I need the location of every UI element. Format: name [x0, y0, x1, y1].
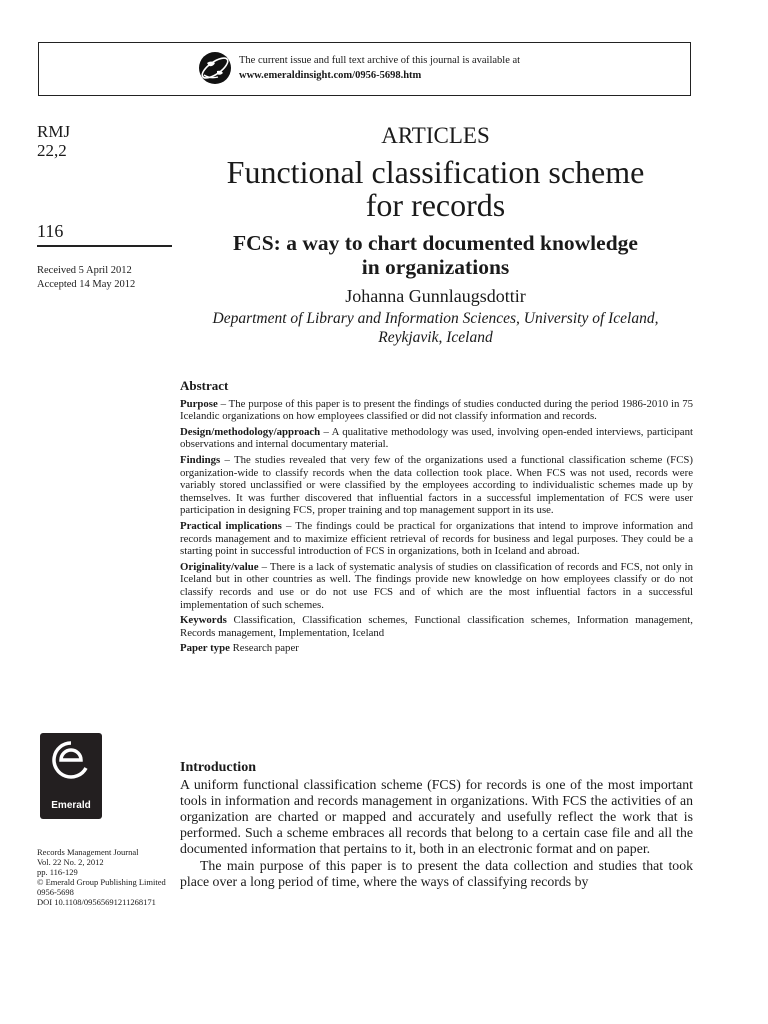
journal-info-line: Records Management Journal — [37, 847, 139, 857]
logo-label: Emerald — [51, 800, 91, 811]
keywords-label: Keywords — [180, 614, 227, 627]
accepted-date: Accepted 14 May 2012 — [37, 279, 136, 290]
keywords-text: Classification, Classification schemes, Functional classification schemes, Information management, Records management, Implementation, Iceland — [180, 614, 693, 639]
submission-dates — [37, 264, 135, 292]
originality-label: Originality/value — [180, 560, 259, 573]
journal-sidebar — [37, 122, 172, 160]
affiliation-line: Department of Library and Information Sciences, University of Iceland, — [212, 310, 659, 327]
paper-type-label: Paper type — [180, 642, 230, 655]
title-line: for records — [365, 187, 506, 223]
abstract-purpose — [180, 398, 693, 423]
journal-info-line: © Emerald Group Publishing Limited — [37, 877, 166, 887]
design-label: Design/methodology/approach — [180, 425, 321, 438]
sidebar-divider — [37, 245, 172, 247]
abstract-design — [180, 426, 693, 451]
journal-url-link[interactable]: www.emeraldinsight.com/0956-5698.htm — [239, 70, 422, 81]
findings-text: – The studies revealed that very few of the organizations used a functional classification scheme (FCS) organization-wide to classify records when the data collection took place. When FCS was not used, records were variably stored unclassified or were classified by the employees according to individualistic schemes made up by themselves. It was further discovered that influential factors in a successful implementation of FCS were user participation in designing FCS, proper training and top management support in its use. — [180, 453, 693, 517]
affiliation-line: Reykjavik, Iceland — [378, 329, 493, 346]
introduction-section — [180, 760, 693, 890]
abstract-heading: Abstract — [180, 378, 229, 393]
emerald-logo — [40, 733, 102, 819]
banner-line: The current issue and full text archive of this journal is available at — [239, 55, 521, 66]
paper-subtitle — [180, 231, 691, 279]
design-text: – A qualitative methodology was used, involving open-ended interviews, participant observations and internal documentary material. — [180, 425, 693, 451]
abstract-originality — [180, 561, 693, 611]
journal-info — [37, 847, 166, 907]
findings-label: Findings — [180, 453, 221, 466]
purpose-label: Purpose — [180, 397, 218, 410]
originality-text: – There is a lack of systematic analysis of studies on classification of records and FCS, not only in Iceland but in other countries as well. The findings provide new knowledge on how employees classify or do not classify records and use or do not use FCS and of which are the most influential factors in a successful implementation of such schemes. — [180, 560, 693, 611]
journal-info-line: pp. 116-129 — [37, 867, 78, 877]
paper-type-text: Research paper — [229, 642, 299, 655]
introduction-paragraph: The main purpose of this paper is to present the data collection and studies that took place over a long period of time, where the ways of classifying records by — [180, 857, 693, 889]
title-line: Functional classification scheme — [226, 154, 645, 190]
practical-text: – The findings could be practical for organizations that intend to improve information and records management and to maximize efficient retrieval of records for business and legal purposes. They could be a starting point in successful introduction of FCS in organizations, both in Iceland and abroad. — [180, 519, 694, 558]
author-affiliation — [180, 309, 691, 347]
abstract-paper-type — [180, 642, 693, 655]
globe-icon — [198, 51, 232, 85]
abstract-practical — [180, 520, 693, 558]
author-name: Johanna Gunnlaugsdottir — [345, 286, 526, 306]
paper-title — [180, 156, 691, 222]
journal-info-line: 0956-5698 — [37, 887, 74, 897]
introduction-paragraph: A uniform functional classification scheme (FCS) for records is one of the most important tools in information and records management in organizations. With FCS the activities of an organization are charted or mapped and accurately and usefully reflect the work that is performed. Such a scheme embraces all records that belong to a certain case file and all the documented information that pertains to it, both in an electronic format and on paper. — [180, 777, 693, 857]
subtitle-line: in organizations — [361, 255, 510, 279]
abstract-findings — [180, 454, 693, 517]
section-heading: ARTICLES — [381, 123, 490, 148]
journal-info-line: DOI 10.1108/09565691211268171 — [37, 897, 156, 907]
journal-availability-banner — [38, 42, 691, 96]
volume-issue: 22,2 — [37, 141, 67, 160]
introduction-heading: Introduction — [180, 760, 256, 775]
journal-abbreviation: RMJ — [37, 122, 71, 141]
banner-text — [239, 53, 520, 83]
page-number: 116 — [37, 221, 64, 241]
practical-label: Practical implications — [180, 519, 282, 532]
abstract-keywords — [180, 614, 693, 639]
abstract — [180, 380, 693, 658]
journal-info-line: Vol. 22 No. 2, 2012 — [37, 857, 104, 867]
purpose-text: – The purpose of this paper is to present the findings of studies conducted during the period 1986-2010 in 75 Icelandic organizations on how employees classified or did not classify information and records. — [180, 397, 693, 423]
emerald-logo-icon — [40, 733, 102, 793]
received-date: Received 5 April 2012 — [37, 265, 132, 276]
subtitle-line: FCS: a way to chart documented knowledge — [233, 231, 638, 255]
